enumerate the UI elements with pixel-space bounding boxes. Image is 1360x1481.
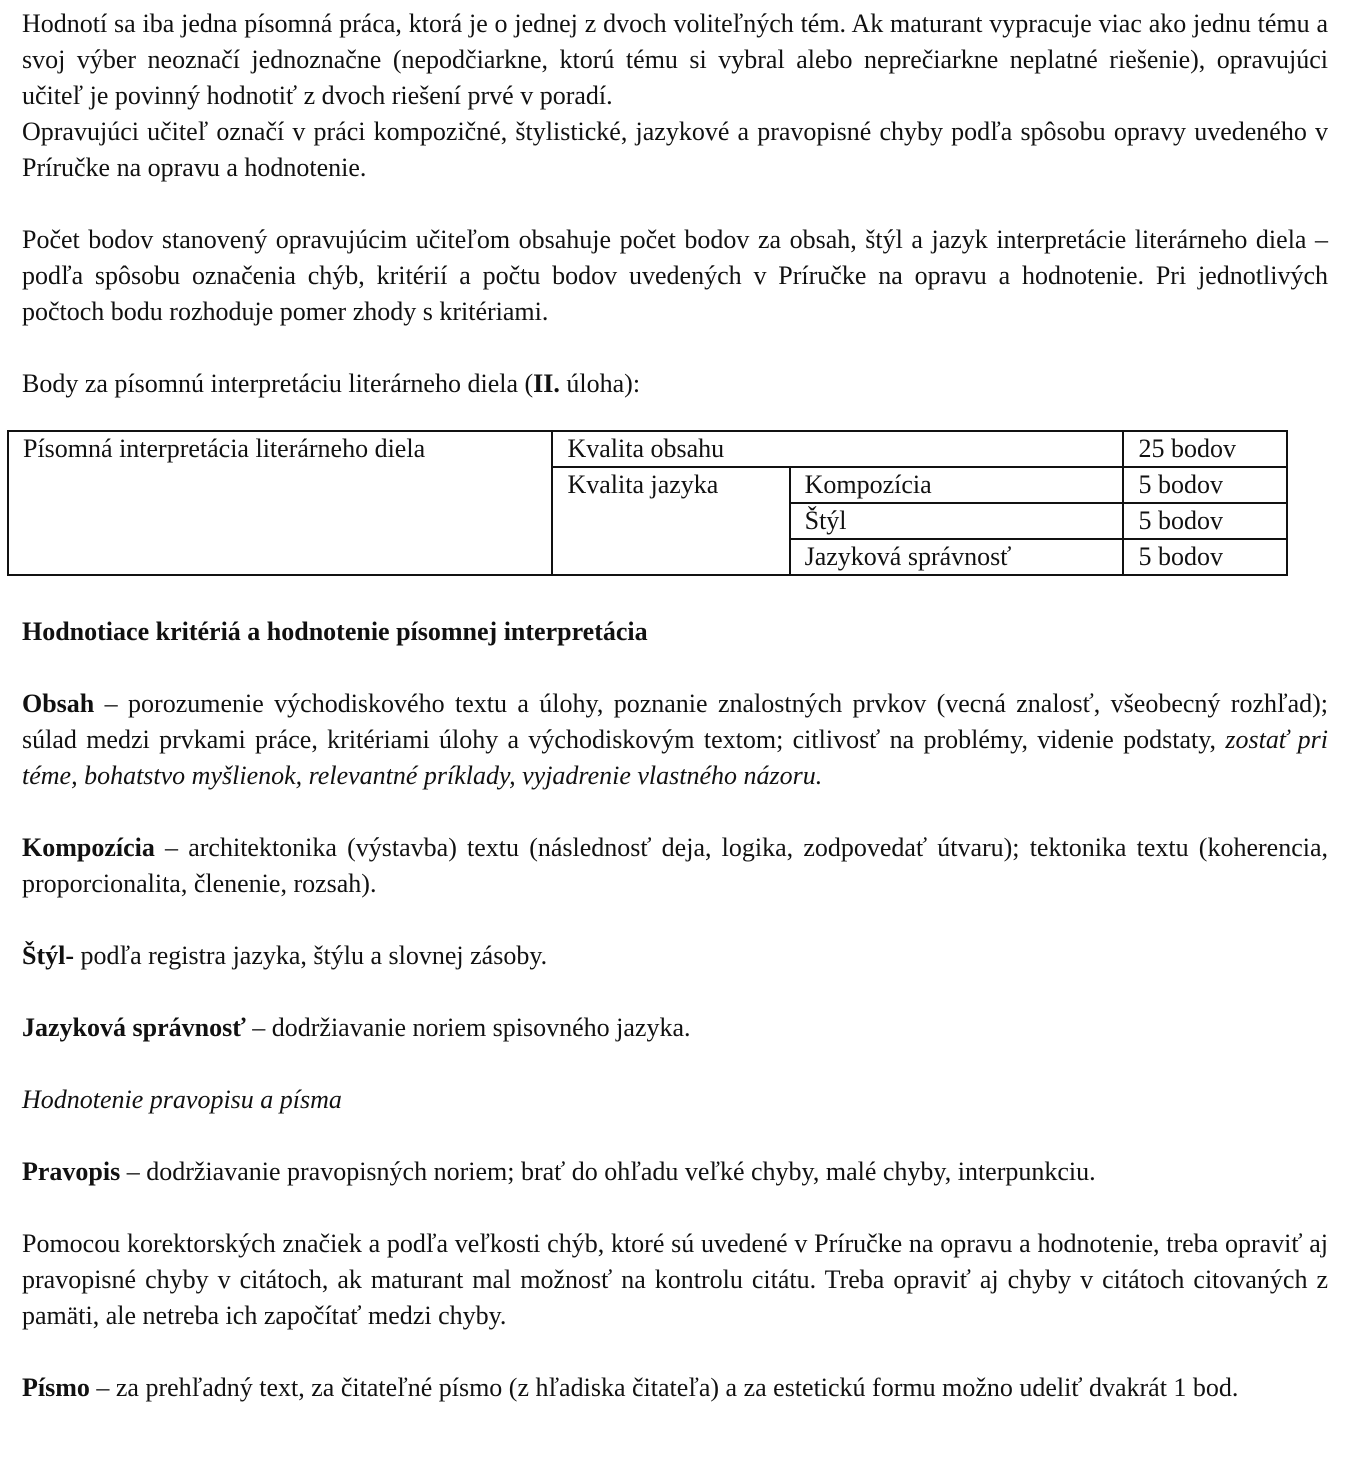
obsah-paragraph: Obsah – porozumenie východiskového textu a úlohy, poznanie znalostných prvkov (vecná znalosť, všeobecný rozhľad); súlad medzi prvkami práce, kritériami úlohy a východiskovým textom; citlivosť na problémy, videnie podstaty, zostať pri téme, bohatstvo myšlienok, relevantné príklady, vyjadrenie vlastného názoru. <box>22 689 1328 790</box>
pravopis-subheading: Hodnotenie pravopisu a písma <box>22 1085 342 1114</box>
pravopis-paragraph: Pravopis – dodržiavanie pravopisných noriem; brať do ohľadu veľké chyby, malé chyby, interpunkciu. <box>22 1157 1096 1186</box>
criterion-points-cell: 5 bodov <box>1123 503 1287 539</box>
task-cell: Písomná interpretácia literárneho diela <box>8 431 552 575</box>
document-page <box>22 6 1328 402</box>
criterion-points-cell: 5 bodov <box>1123 467 1287 503</box>
korektor-paragraph: Pomocou korektorských značiek a podľa veľkosti chýb, ktoré sú uvedené v Príručke na opravu a hodnotenie, treba opraviť aj pravopisné chyby v citátoch, ak maturant mal možnosť na kontrolu citátu. Treba opraviť aj chyby v citátoch citovaných z pamäti, ale netreba ich započítať medzi chyby. <box>22 1229 1328 1330</box>
criterion-points-cell: 5 bodov <box>1123 539 1287 575</box>
language-quality-cell: Kvalita jazyka <box>552 467 789 575</box>
content-points-cell: 25 bodov <box>1123 431 1287 467</box>
criteria-heading: Hodnotiace kritériá a hodnotenie písomnej interpretácia <box>22 617 648 646</box>
content-quality-cell: Kvalita obsahu <box>552 431 1123 467</box>
table-row <box>8 431 1287 467</box>
intro-paragraph-2: Opravujúci učiteľ označí v práci kompozičné, štylistické, jazykové a pravopisné chyby podľa spôsobu opravy uvedeného v Príručke na opravu a hodnotenie. <box>22 117 1328 182</box>
table-caption: Body za písomnú interpretáciu literárneho diela (II. úloha): <box>22 369 641 398</box>
criterion-label-cell: Jazyková správnosť <box>790 539 1124 575</box>
pismo-paragraph: Písmo – za prehľadný text, za čitateľné písmo (z hľadiska čitateľa) a za estetickú formu možno udeliť dvakrát 1 bod. <box>22 1373 1239 1402</box>
criterion-label-cell: Štýl <box>790 503 1124 539</box>
criteria-section <box>22 614 1328 1406</box>
jazykova-spravnost-paragraph: Jazyková správnosť – dodržiavanie noriem spisovného jazyka. <box>22 1013 691 1042</box>
intro-paragraph-1: Hodnotí sa iba jedna písomná práca, ktorá je o jednej z dvoch voliteľných tém. Ak maturant vypracuje viac ako jednu tému a svoj výber neoznačí jednoznačne (nepodčiarkne, ktorú tému si vybral alebo neprečiarkne neplatné riešenie), opravujúci učiteľ je povinný hodnotiť z dvoch riešení prvé v poradí. <box>22 9 1328 110</box>
points-paragraph: Počet bodov stanovený opravujúcim učiteľom obsahuje počet bodov za obsah, štýl a jazyk interpretácie literárneho diela – podľa spôsobu označenia chýb, kritérií a počtu bodov uvedených v Príručke na opravu a hodnotenie. Pri jednotlivých počtoch bodu rozhoduje pomer zhody s kritériami. <box>22 225 1328 326</box>
criterion-label-cell: Kompozícia <box>790 467 1124 503</box>
kompozicia-paragraph: Kompozícia – architektonika (výstavba) textu (následnosť deja, logika, zodpovedať útvaru); tektonika textu (koherencia, proporcionalita, členenie, rozsah). <box>22 833 1328 898</box>
points-table <box>7 430 1288 576</box>
styl-paragraph: Štýl- podľa registra jazyka, štýlu a slovnej zásoby. <box>22 941 548 970</box>
